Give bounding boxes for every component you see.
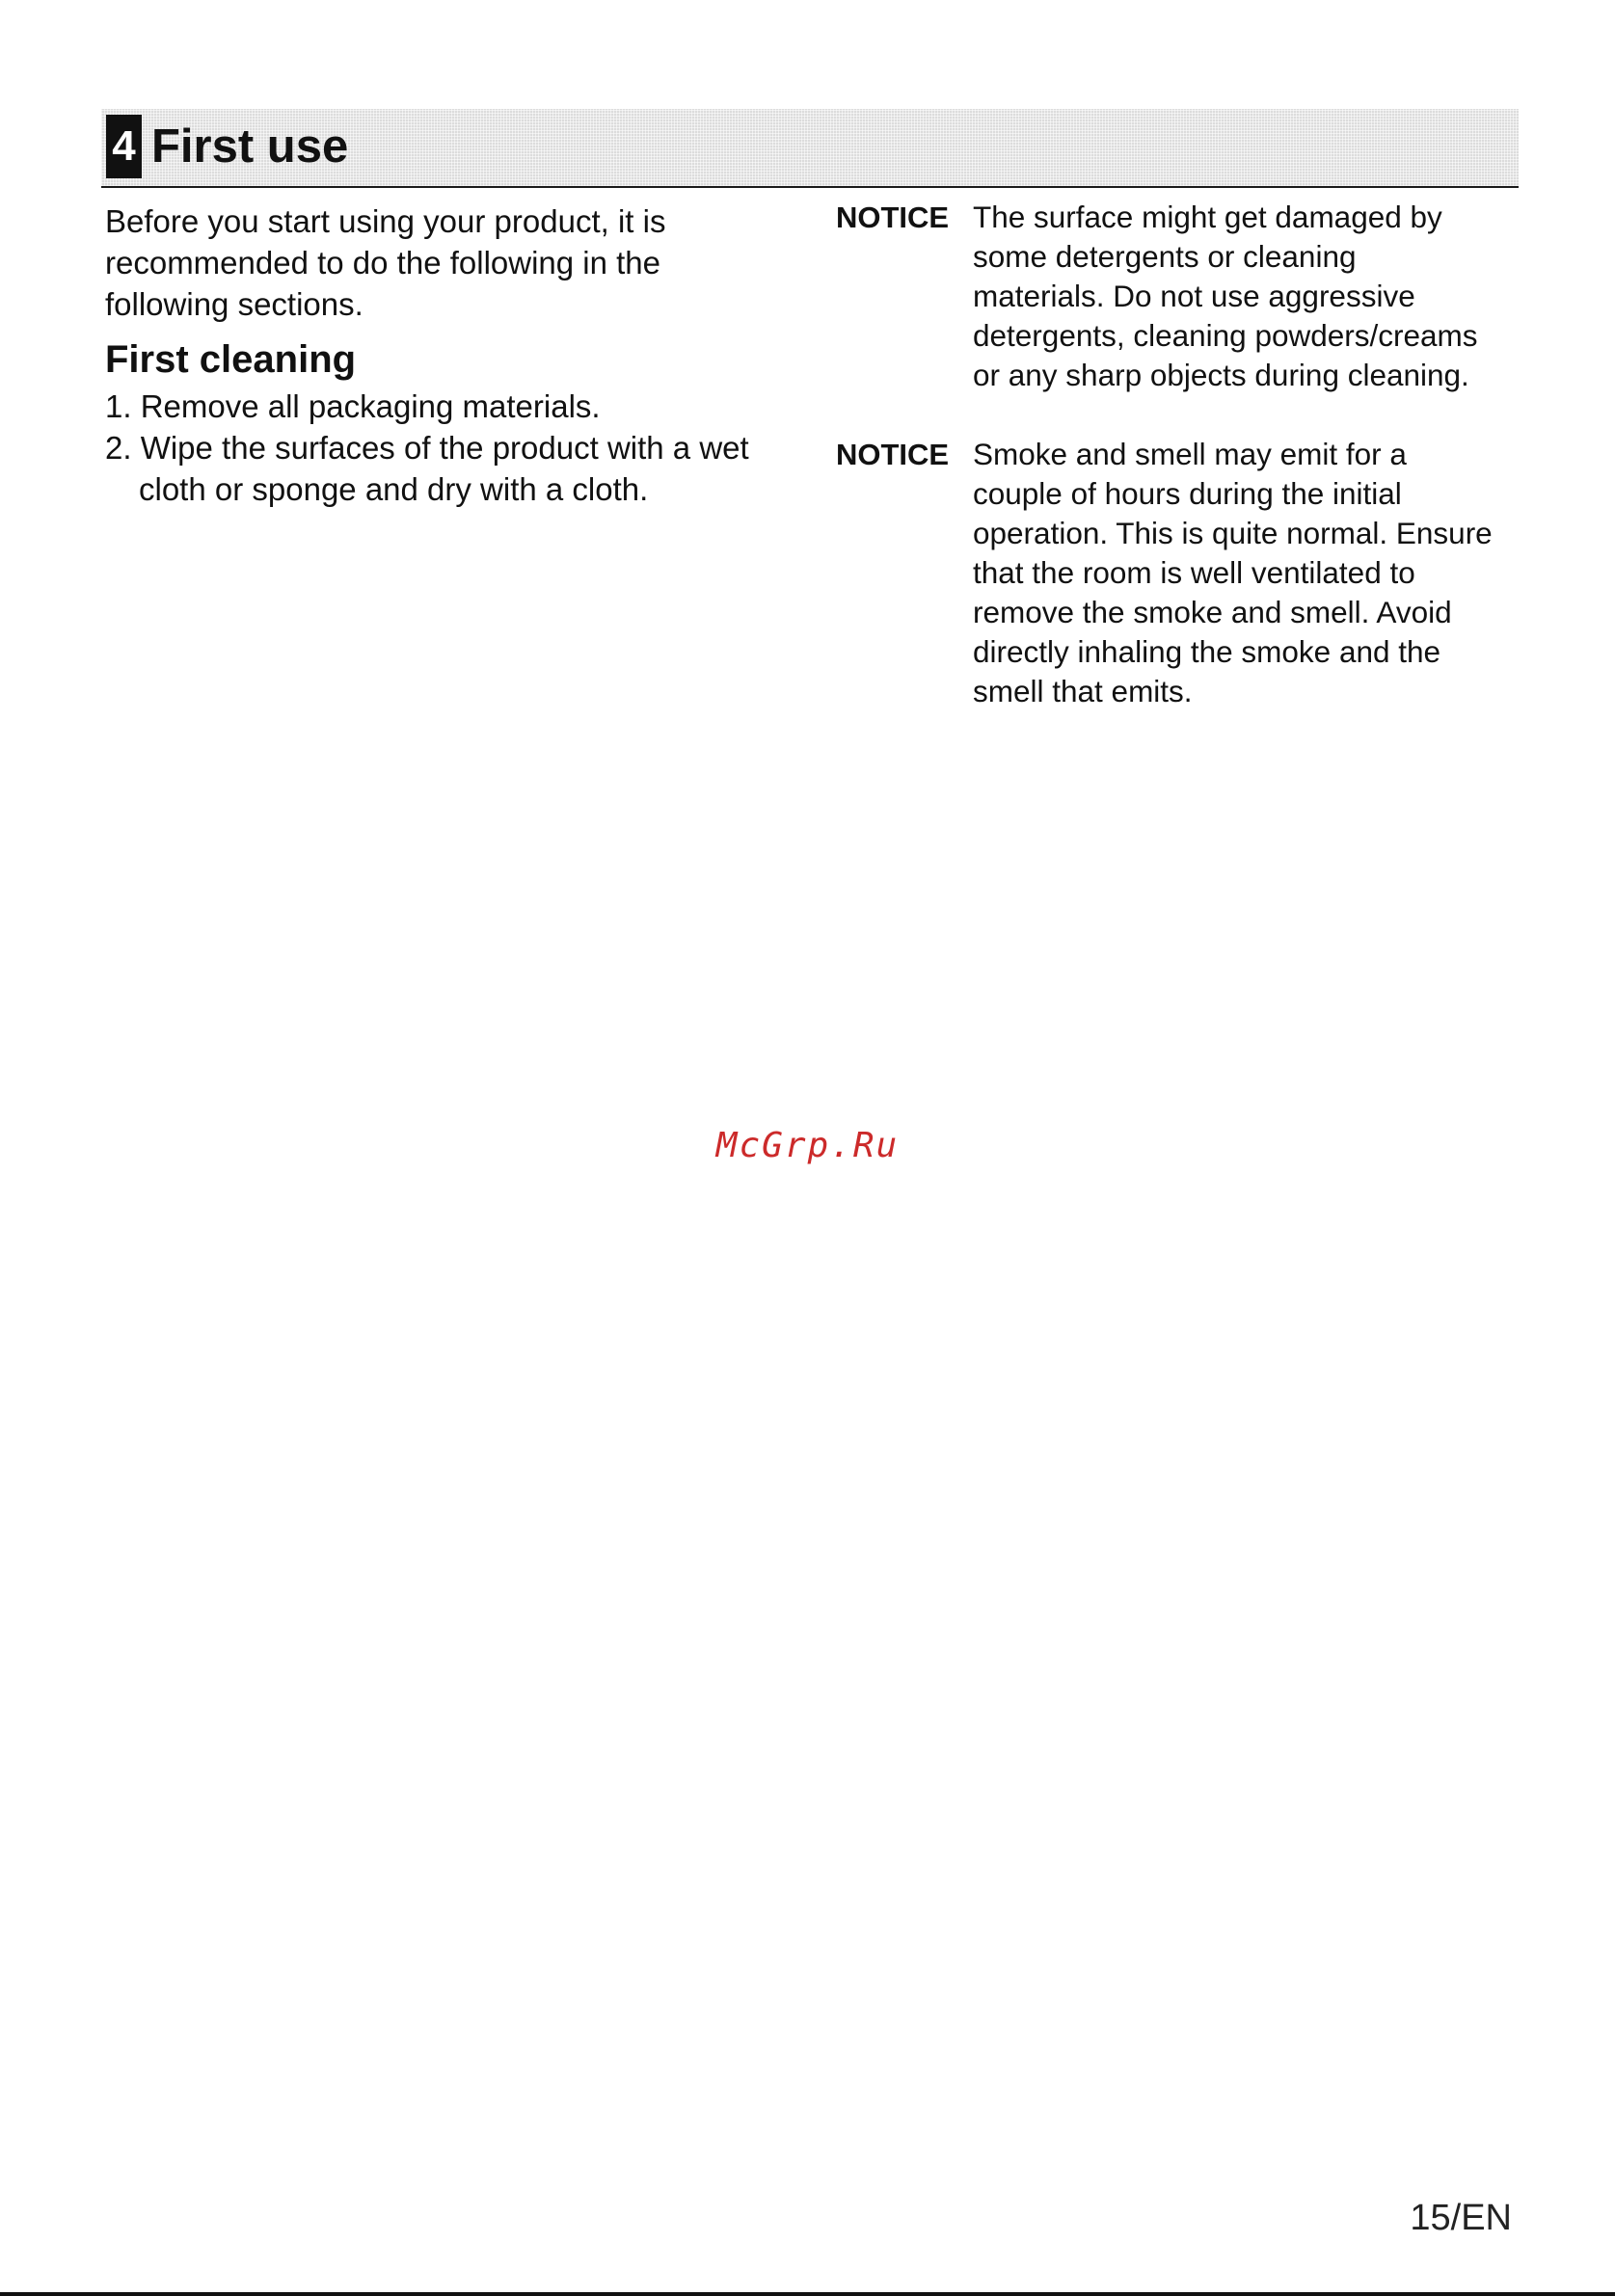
first-cleaning-steps — [105, 386, 799, 510]
notice-label: NOTICE — [836, 438, 950, 471]
first-cleaning-heading: First cleaning — [105, 338, 357, 381]
watermark: McGrp.Ru — [715, 1126, 900, 1165]
notice-text: Smoke and smell may emit for a couple of hours during the initial operation. This is quite normal. Ensure that the room is well ventilated to remove the smoke and smell. Avoid directly inhaling the smoke and the smell that emits. — [973, 437, 1493, 708]
notice-text: The surface might get damaged by some detergents or cleaning materials. Do not use aggressive detergents, cleaning powders/creams or any sharp objects during cleaning. — [973, 200, 1478, 392]
section-header — [101, 109, 1519, 188]
bottom-rule — [0, 2292, 1615, 2296]
step-item: 2. Wipe the surfaces of the product with a wet cloth or sponge and dry with a cloth. — [105, 430, 749, 507]
notice-label: NOTICE — [836, 200, 950, 234]
section-title: First use — [151, 120, 349, 173]
step-item: 1. Remove all packaging materials. — [105, 388, 601, 424]
page-number: 15/EN — [1410, 2198, 1512, 2238]
section-number: 4 — [106, 115, 142, 178]
intro-paragraph: Before you start using your product, it is recommended to do the following in the following sections. — [105, 203, 666, 322]
